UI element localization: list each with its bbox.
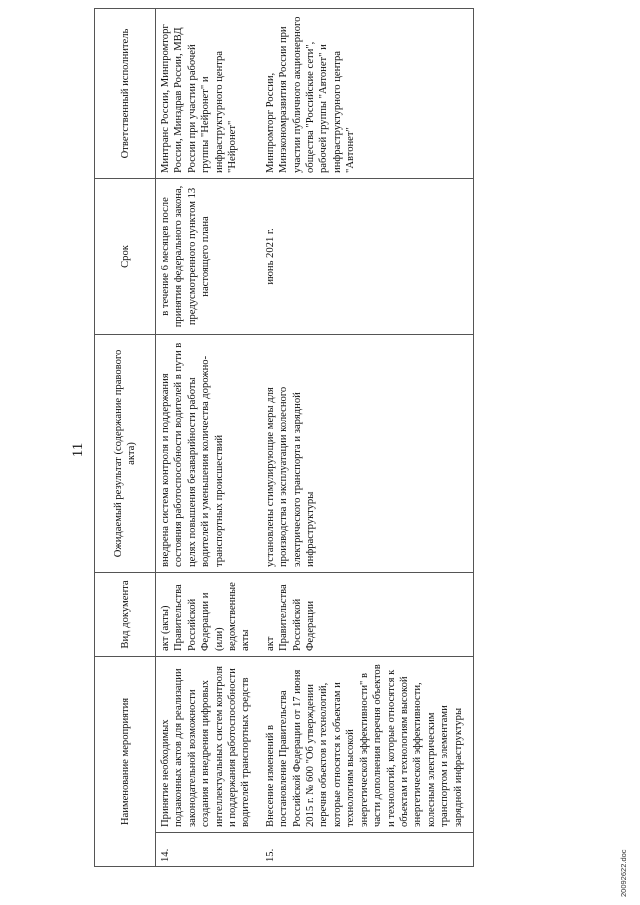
expected-result: внедрена система контроля и поддержания состояния работоспособности водителей в пути в целях повышения безаварийности работы водителей и уменьшения количества дорожно-транспортных происшествий [156,334,261,572]
table-row [261,8,474,866]
document-type: акт (акты) Правительства Российской Федерации и (или) ведомственные акты [156,572,261,656]
row-number: 15. [261,833,474,867]
document-type: акт Правительства Российской Федерации [261,572,474,656]
measure-name: Внесение изменений в постановление Правительства Российской Федерации от 17 июня 2015 г. № 600 "Об утверждении перечня объектов и технологий, которые относятся к объектам и технологиям высокой энергетической эффективности" в части дополнения перечня объектов и технологий, которые относятся к объектам и технологиям высокой энергетической эффективности, колесным электрическим транспортом и элементами зарядной инфраструктуры [261,656,474,832]
measure-name: Принятие необходимых подзаконных актов для реализации законодательной возможности создания и внедрения цифровых интеллектуальных систем контроля и поддержания работоспособности водителей транспортных средств [156,656,261,832]
table-row [156,8,261,866]
responsible-executor: Минпромторг России, Минэкономразвития России при участии публичного акционерного общества "Российские сети", рабочей группы "Автонет" и инфраструктурного центра "Автонет" [261,8,474,178]
header-doc: Вид документа [95,572,156,656]
measures-table [94,8,474,867]
deadline: в течение 6 месяцев после принятия федерального закона, предусмотренного пунктом 13 настоящего плана [156,178,261,334]
row-number: 14. [156,833,261,867]
header-term: Срок [95,178,156,334]
responsible-executor: Минтранс России, Минпромторг России, Минздрав России, МВД России при участии рабочей группы "Нейронет" и инфраструктурного центра "Нейронет" [156,8,261,178]
page-number: 11 [70,442,86,458]
header-result: Ожидаемый результат (содержание правового акта) [95,334,156,572]
expected-result: установлены стимулирующие меры для производства и эксплуатации колесного электрического транспорта и зарядной инфраструктуры [261,334,474,572]
header-owner: Ответственный исполнитель [95,8,156,178]
deadline: июнь 2021 г. [261,178,474,334]
file-stamp: 20092622.doc [619,849,628,897]
header-name: Наименование мероприятия [95,656,156,866]
table-header-row [95,8,156,866]
